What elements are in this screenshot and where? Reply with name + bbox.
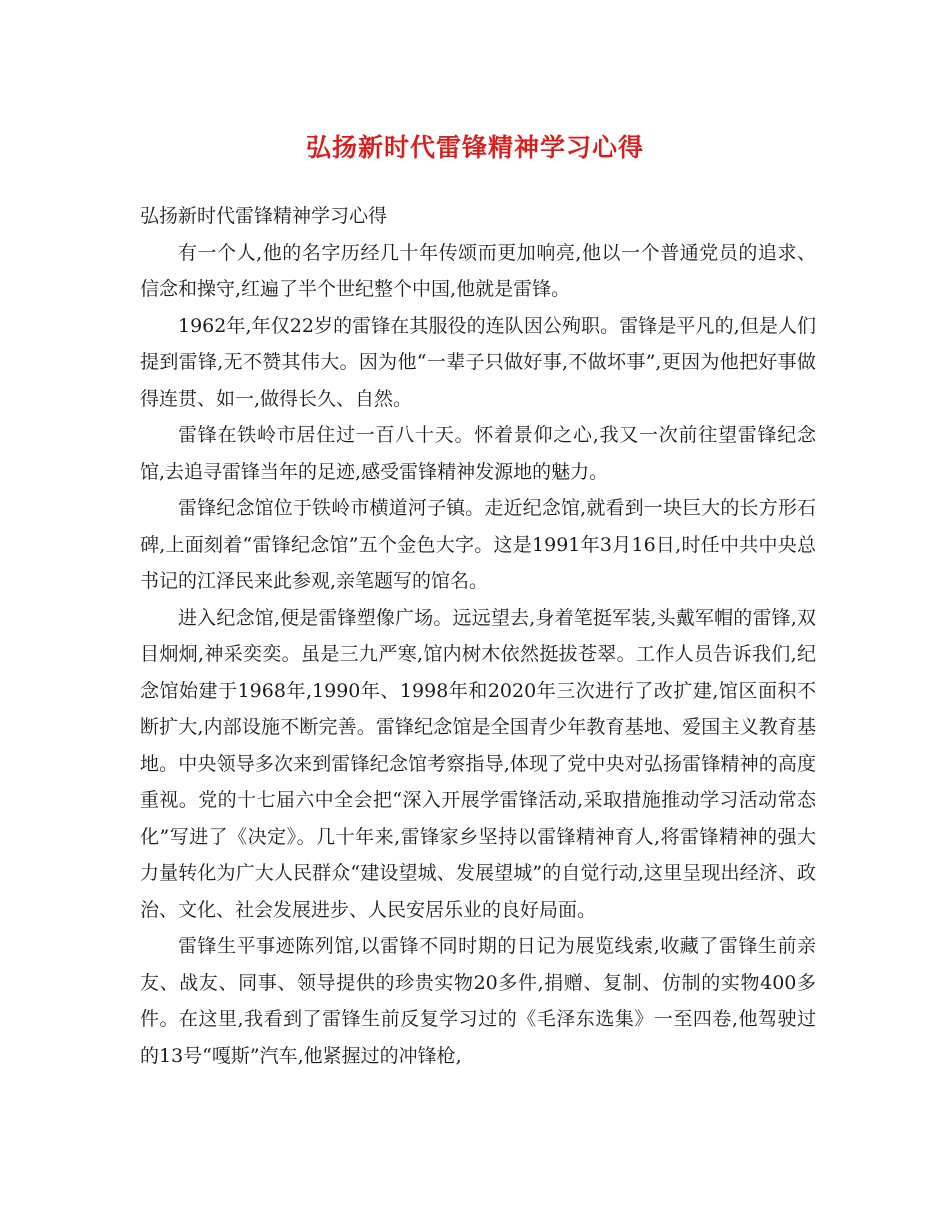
paragraph: 雷锋纪念馆位于铁岭市横道河子镇。走近纪念馆,就看到一块巨大的长方形石碑,上面刻着“雷锋纪念馆”五个金色大字。这是1991年3月16日,时任中共中央总书记的江泽民来此参观,亲笔题写的馆名。 xyxy=(140,497,816,592)
paragraph: 雷锋在铁岭市居住过一百八十天。怀着景仰之心,我又一次前往望雷锋纪念馆,去追寻雷锋当年的足迹,感受雷锋精神发源地的魅力。 xyxy=(140,424,816,483)
paragraph: 有一个人,他的名字历经几十年传颂而更加响亮,他以一个普通党员的追求、信念和操守,红遍了半个世纪整个中国,他就是雷锋。 xyxy=(140,241,816,300)
document-subtitle: 弘扬新时代雷锋精神学习心得 xyxy=(140,205,388,227)
paragraph: 进入纪念馆,便是雷锋塑像广场。远远望去,身着笔挺军装,头戴军帽的雷锋,双目炯炯,神采奕奕。虽是三九严寒,馆内树木依然挺拔苍翠。工作人员告诉我们,纪念馆始建于1968年,1990年、1998年和2020年三次进行了改扩建,馆区面积不断扩大,内部设施不断完善。雷锋纪念馆是全国青少年教育基地、爱国主义教育基地。中央领导多次来到雷锋纪念馆考察指导,体现了党中央对弘扬雷锋精神的高度重视。党的十七届六中全会把“深入开展学雷锋活动,采取措施推动学习活动常态化”写进了《决定》。几十年来,雷锋家乡坚持以雷锋精神育人,将雷锋精神的强大力量转化为广大人民群众“建设望城、发展望城”的自觉行动,这里呈现出经济、政治、文化、社会发展进步、人民安居乐业的良好局面。 xyxy=(140,606,816,921)
document-title: 弘扬新时代雷锋精神学习心得 xyxy=(305,133,644,162)
paragraph: 1962年,年仅22岁的雷锋在其服役的连队因公殉职。雷锋是平凡的,但是人们提到雷锋,无不赞其伟大。因为他“一辈子只做好事,不做坏事”,更因为他把好事做得连贯、如一,做得长久、自然。 xyxy=(140,314,816,410)
paragraph: 雷锋生平事迹陈列馆,以雷锋不同时期的日记为展览线索,收藏了雷锋生前亲友、战友、同事、领导提供的珍贵实物20多件,捐赠、复制、仿制的实物400多件。在这里,我看到了雷锋生前反复学习过的《毛泽东选集》一至四卷,他驾驶过的13号“嘎斯”汽车,他紧握过的冲锋枪, xyxy=(140,935,816,1067)
document-body xyxy=(140,198,816,1074)
